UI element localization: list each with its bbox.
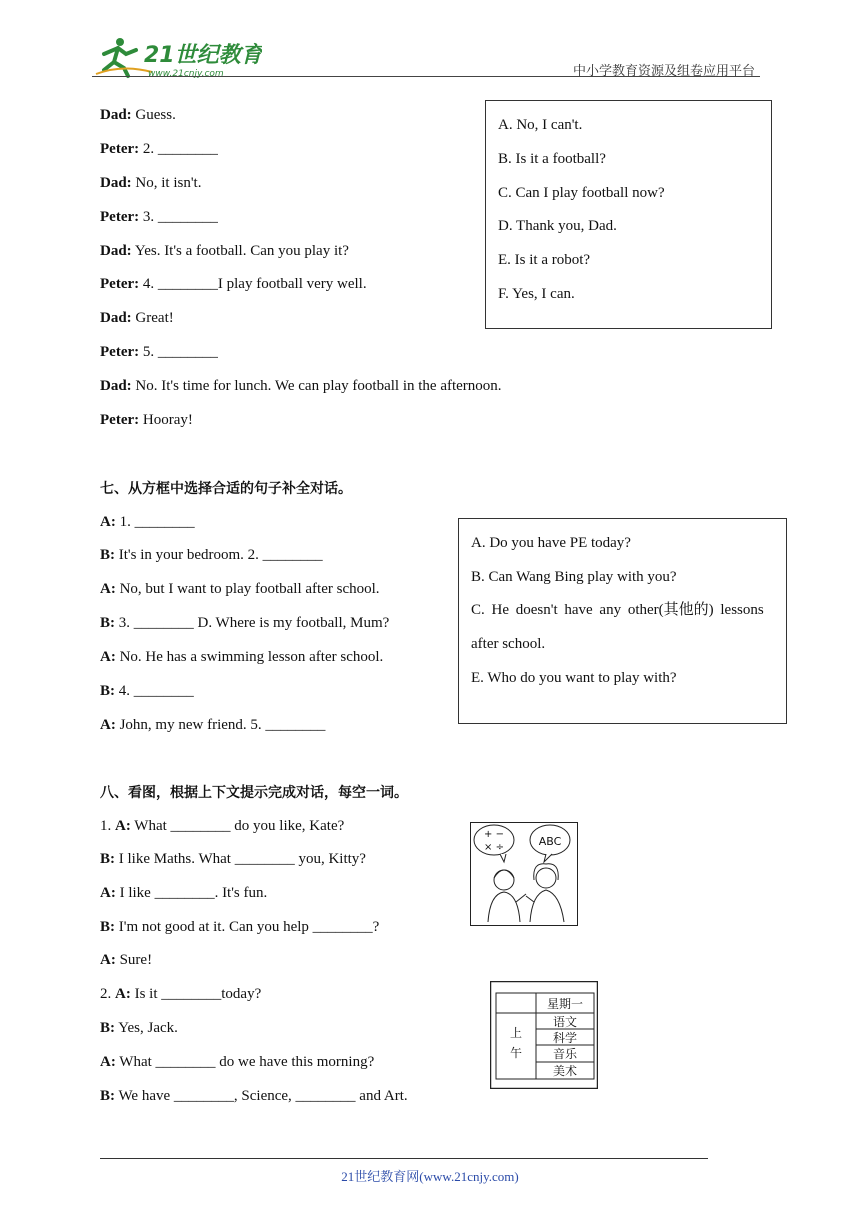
schedule-illustration (490, 981, 598, 1089)
math-symbols-top: + − (484, 829, 504, 840)
dialog-line (100, 1086, 408, 1106)
dialog-text: 1. ________ (115, 514, 195, 530)
dialog-text: Yes. It's a football. Can you play it? (131, 243, 349, 259)
header-platform-text: 中小学教育资源及组卷应用平台 (573, 64, 756, 79)
dialog-text: 5. ________ (139, 344, 218, 360)
dialog-text: Sure! (115, 952, 153, 968)
dialog-line (100, 1018, 178, 1038)
dialog-line (100, 376, 502, 396)
dialog-text: 3. ________ (139, 209, 218, 225)
schedule-subject: 语文 (552, 1015, 578, 1029)
dialog-text: I like Maths. What ________ you, Kitty? (115, 851, 366, 867)
speaker-label: A: (100, 885, 116, 901)
option-item: E. Who do you want to play with? (471, 670, 677, 686)
dialog-line (100, 512, 195, 532)
speaker-label: A: (100, 649, 116, 665)
dialog-line (100, 410, 193, 430)
speaker-label: Peter: (100, 209, 140, 225)
speaker-label: B: (100, 547, 115, 563)
dialog-text: Yes, Jack. (115, 1020, 178, 1036)
schedule-period: 午 (509, 1046, 523, 1060)
dialog-text: Is it ________today? (130, 986, 262, 1002)
dialog-line (100, 950, 152, 970)
dialog-line (100, 984, 261, 1004)
speaker-label: A: (100, 952, 116, 968)
schedule-subject: 音乐 (552, 1047, 578, 1061)
speaker-label: Peter: (100, 141, 140, 157)
dialog-line (100, 613, 389, 633)
option-item: E. Is it a robot? (498, 252, 591, 268)
dialog-text: No, it isn't. (131, 175, 202, 191)
dialog-line (100, 849, 366, 869)
dialog-text: No. He has a swimming lesson after school. (115, 649, 384, 665)
speaker-label: A: (100, 514, 116, 530)
site-logo (92, 34, 262, 80)
speaker-label: Dad: (100, 175, 132, 191)
section-7-title: 七、从方框中选择合适的句子补全对话。 (100, 481, 352, 497)
dialog-line (100, 207, 218, 227)
option-item: C. Can I play football now? (498, 185, 665, 201)
options-box-2 (458, 518, 787, 724)
dialog-line (100, 681, 194, 701)
speaker-label: A: (100, 717, 116, 733)
speaker-label: A: (100, 581, 116, 597)
speaker-label: Peter: (100, 276, 140, 292)
header-divider (92, 76, 760, 77)
speaker-label: B: (100, 919, 115, 935)
dialog-line (100, 917, 379, 937)
dialog-line (100, 105, 176, 125)
speaker-label: B: (100, 683, 115, 699)
dialog-line (100, 647, 383, 667)
option-item: A. Do you have PE today? (471, 535, 631, 551)
schedule-subject: 美术 (552, 1064, 578, 1078)
speaker-label: Dad: (100, 107, 132, 123)
speaker-label: Dad: (100, 378, 132, 394)
dialog-text: No, but I want to play football after school. (115, 581, 380, 597)
option-item: B. Is it a football? (498, 151, 606, 167)
logo-url-text: www.21cnjy.com (148, 69, 224, 79)
dialog-line (100, 139, 218, 159)
speaker-label: A: (115, 986, 131, 1002)
option-item: C. He doesn't have any other(其他的) lessons (471, 602, 764, 618)
speaker-label: A: (100, 1054, 116, 1070)
dialog-line (100, 173, 201, 193)
dialog-line (100, 342, 218, 362)
dialog-text: I'm not good at it. Can you help ________? (115, 919, 380, 935)
dialog-line (100, 1052, 374, 1072)
dialog-line (100, 241, 349, 261)
dialog-line (100, 816, 344, 836)
speaker-label: Peter: (100, 344, 140, 360)
dialog-text: Great! (131, 310, 174, 326)
schedule-period: 上 (509, 1026, 523, 1040)
dialog-text: Hooray! (139, 412, 193, 428)
speaker-label: B: (100, 615, 115, 631)
option-item: B. Can Wang Bing play with you? (471, 569, 677, 585)
section-8-title: 八、看图，根据上下文提示完成对话，每空一词。 (100, 785, 408, 801)
dialog-text: Guess. (131, 107, 176, 123)
option-item: A. No, I can't. (498, 117, 583, 133)
speaker-label: Dad: (100, 243, 132, 259)
option-item: D. Thank you, Dad. (498, 218, 617, 234)
dialog-line (100, 308, 174, 328)
dialog-line (100, 715, 325, 735)
dialog-text: What ________ do you like, Kate? (130, 818, 345, 834)
dialog-line (100, 579, 380, 599)
question-number: 2. (100, 986, 115, 1002)
options-box-1 (485, 100, 772, 329)
dialog-text: 4. ________ (115, 683, 194, 699)
runner-logo-icon (92, 34, 262, 80)
schedule-subject: 科学 (552, 1031, 578, 1045)
abc-letters: ABC (538, 835, 562, 848)
dialog-line (100, 274, 367, 294)
logo-main-text: 21世纪教育 (144, 43, 262, 68)
footer-text: 21世纪教育网(www.21cnjy.com) (341, 1169, 519, 1184)
footer-divider (100, 1158, 708, 1159)
dialog-text: 3. ________ D. Where is my football, Mum? (115, 615, 390, 631)
schedule-day: 星期一 (546, 997, 584, 1011)
dialog-text: No. It's time for lunch. We can play football in the afternoon. (131, 378, 502, 394)
dialog-text: I like ________. It's fun. (115, 885, 268, 901)
dialog-text: What ________ do we have this morning? (115, 1054, 375, 1070)
dialog-text: John, my new friend. 5. ________ (115, 717, 326, 733)
dialog-line (100, 545, 323, 565)
dialog-text: We have ________, Science, ________ and Art. (115, 1088, 408, 1104)
speaker-label: Dad: (100, 310, 132, 326)
speaker-label: B: (100, 851, 115, 867)
question-number: 1. (100, 818, 115, 834)
girls-talking-illustration (470, 822, 578, 926)
dialog-text: 2. ________ (139, 141, 218, 157)
speaker-label: A: (115, 818, 131, 834)
dialog-text: 4. ________I play football very well. (139, 276, 367, 292)
speaker-label: B: (100, 1088, 115, 1104)
option-item: after school. (471, 636, 546, 652)
option-item: F. Yes, I can. (498, 286, 575, 302)
speaker-label: B: (100, 1020, 115, 1036)
dialog-line (100, 883, 267, 903)
math-symbols-bottom: × ÷ (484, 842, 504, 853)
speaker-label: Peter: (100, 412, 140, 428)
dialog-text: It's in your bedroom. 2. ________ (115, 547, 323, 563)
